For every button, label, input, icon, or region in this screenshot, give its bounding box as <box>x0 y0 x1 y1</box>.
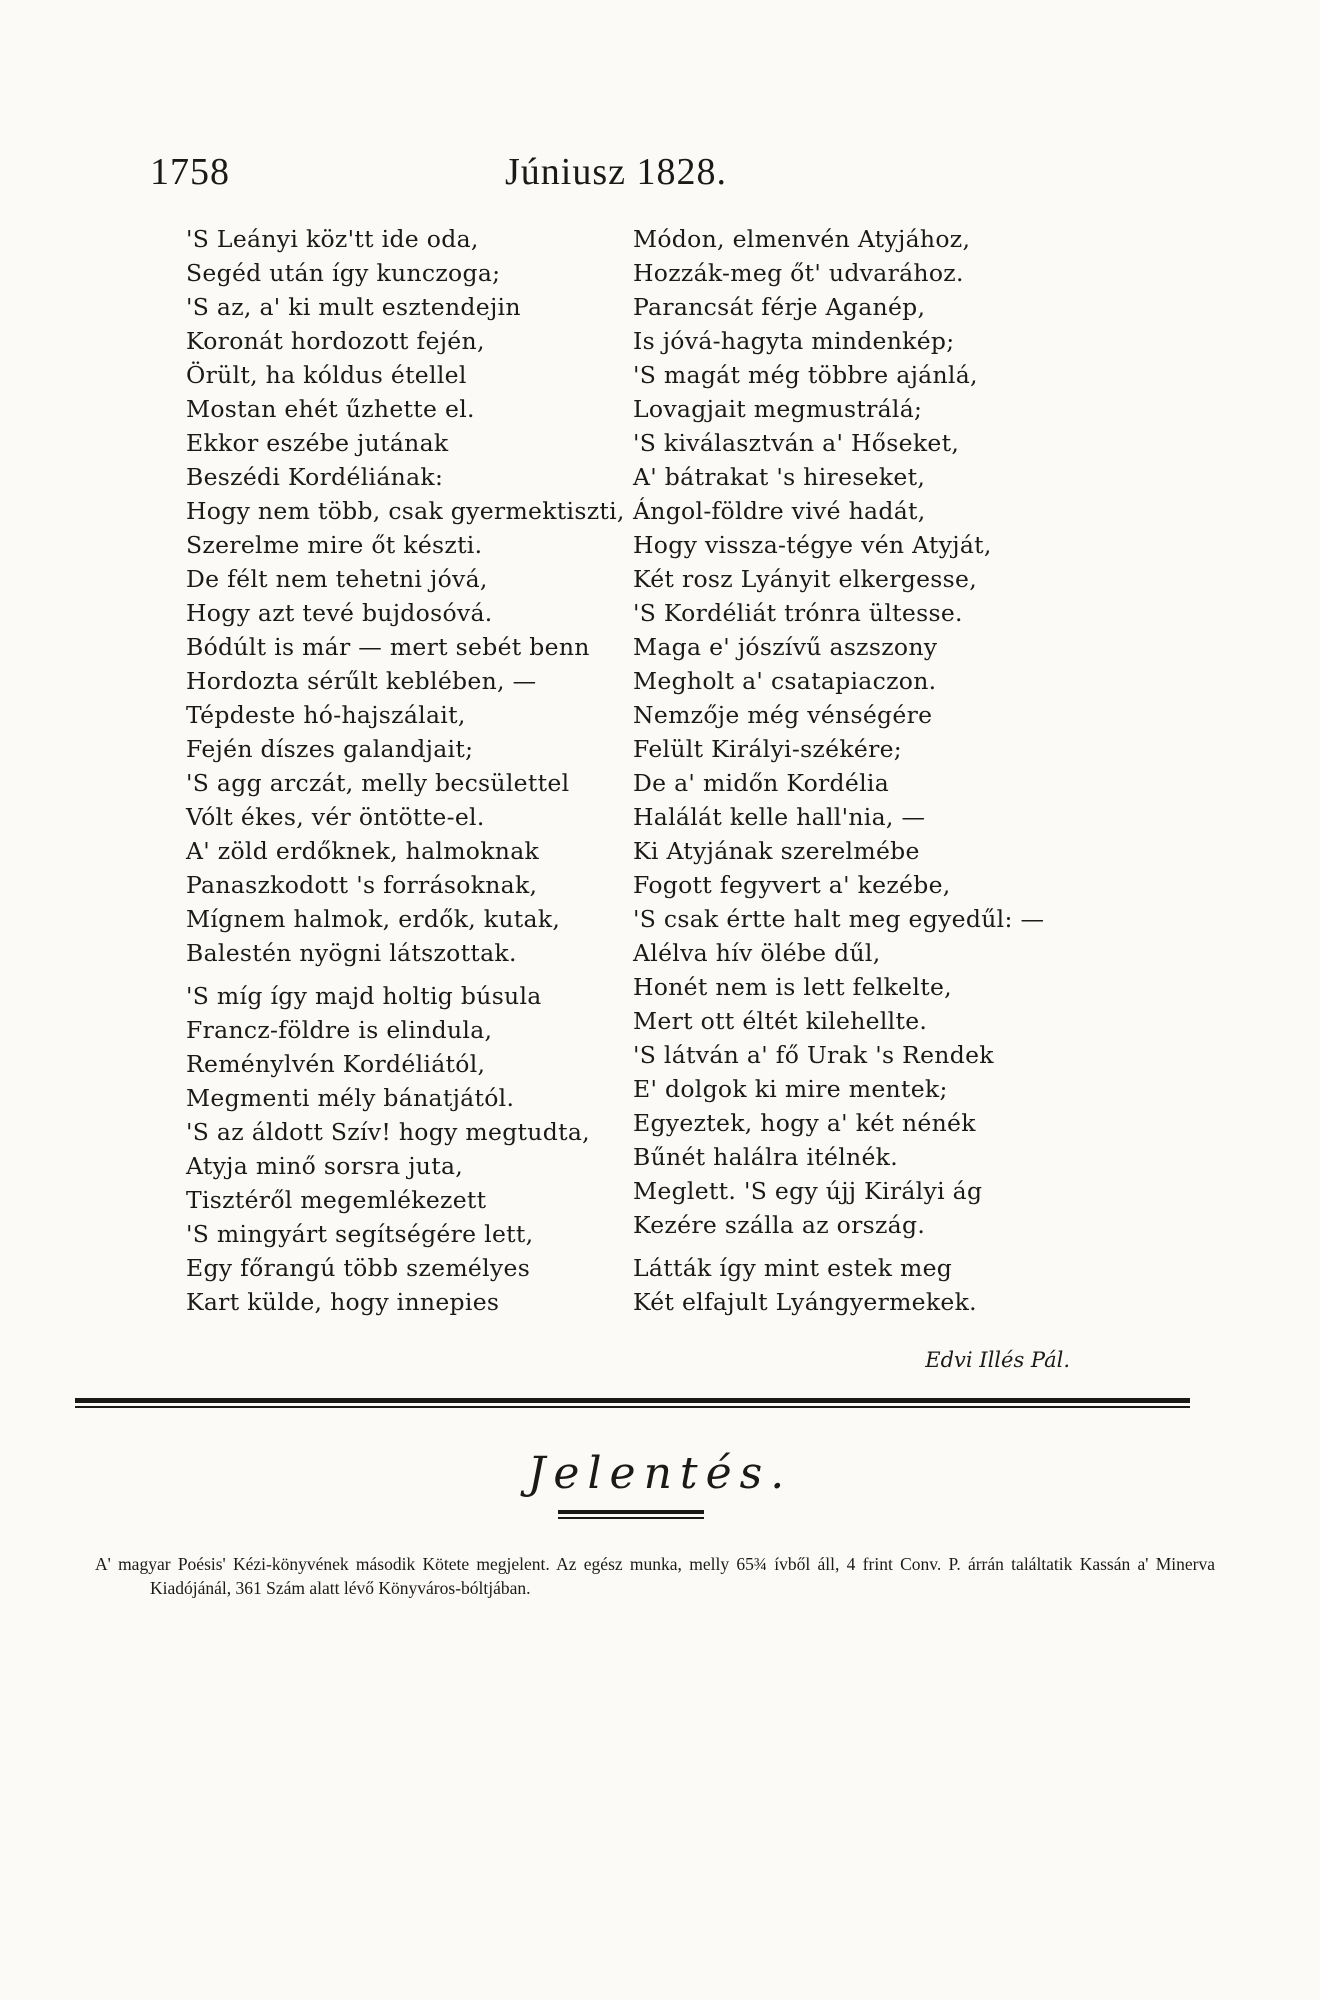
divider-thick-rule <box>75 1398 1190 1403</box>
poem-line: Koronát hordozott fején, <box>186 327 485 355</box>
poem-line: Balestén nyögni látszottak. <box>186 939 517 967</box>
poem-line: Ekkor eszébe jutának <box>186 429 449 457</box>
poem-line: Segéd után így kunczoga; <box>186 259 501 287</box>
poem-line: Hogy nem több, csak gyermektiszti, <box>186 497 625 525</box>
poem-line: Alélva hív ölébe dűl, <box>633 939 881 967</box>
poem-line: Parancsát férje Aganép, <box>633 293 926 321</box>
poem-line: 'S Leányi köz'tt ide oda, <box>186 225 479 253</box>
poem-signature: Edvi Illés Pál. <box>925 1348 1070 1372</box>
poem-stanza <box>633 222 1193 1242</box>
section-divider <box>75 1398 1190 1408</box>
announcement-paragraph: A' magyar Poésis' Kézi-könyvének második Kötete megjelent. Az egész munka, melly 65¾ ívből áll, 4 frint Conv. P. árrán találtatik Kassán a' Minerva Kiadójánál, 361 Szám alatt lévő Könyváros-bóltjában. <box>95 1554 1215 1598</box>
page-header <box>0 150 1320 200</box>
poem-line: 'S míg így majd holtig búsula <box>186 982 542 1010</box>
poem-line: Látták így mint estek meg <box>633 1254 953 1282</box>
poem-line: E' dolgok ki mire mentek; <box>633 1075 948 1103</box>
poem-line: Kezére szálla az ország. <box>633 1211 926 1239</box>
poem-line: De a' midőn Kordélia <box>633 769 890 797</box>
poem-line: Mert ott éltét kilehellte. <box>633 1007 928 1035</box>
poem-line: 'S látván a' fő Urak 's Rendek <box>633 1041 994 1069</box>
poem-line: Megholt a' csatapiaczon. <box>633 667 937 695</box>
poem-line: Örült, ha kóldus étellel <box>186 361 467 389</box>
poem-line: 'S Kordéliát trónra ültesse. <box>633 599 963 627</box>
poem-line: Felült Királyi-székére; <box>633 735 903 763</box>
poem-line: Reménylvén Kordéliától, <box>186 1050 486 1078</box>
poem-line: Panaszkodott 's forrásoknak, <box>186 871 538 899</box>
poem-line: Meglett. 'S egy újj Királyi ág <box>633 1177 983 1205</box>
poem-line: Ángol-földre vivé hadát, <box>633 497 926 525</box>
title-underline <box>558 1510 704 1519</box>
poem-line: Mígnem halmok, erdők, kutak, <box>186 905 561 933</box>
page-number: 1758 <box>150 151 230 193</box>
poem-line: Megmenti mély bánatjától. <box>186 1084 515 1112</box>
poem-line: Hogy azt tevé bujdosóvá. <box>186 599 493 627</box>
running-title: Júniusz 1828. <box>505 151 727 193</box>
poem-line: Kart külde, hogy innepies <box>186 1288 500 1316</box>
poem-line: De félt nem tehetni jóvá, <box>186 565 488 593</box>
poem-line: 'S kiválasztván a' Hőseket, <box>633 429 960 457</box>
poem-line: 'S agg arczát, melly becsülettel <box>186 769 570 797</box>
poem-line: Tisztéről megemlékezett <box>186 1186 487 1214</box>
poem-line: Ki Atyjának szerelmébe <box>633 837 920 865</box>
poem-line: Is jóvá-hagyta mindenkép; <box>633 327 955 355</box>
poem-line: Hordozta sérűlt keblében, — <box>186 667 537 695</box>
poem-line: Hozzák-meg őt' udvarához. <box>633 259 964 287</box>
poem-line: Bódúlt is már — mert sebét benn <box>186 633 590 661</box>
poem-line: A' zöld erdőknek, halmoknak <box>186 837 540 865</box>
poem-line: Egyeztek, hogy a' két nénék <box>633 1109 976 1137</box>
poem-line: Lovagjait megmustrálá; <box>633 395 923 423</box>
poem-line: A' bátrakat 's hireseket, <box>633 463 926 491</box>
poem-line: Mostan ehét űzhette el. <box>186 395 475 423</box>
poem-stanza <box>633 1251 1193 1319</box>
poem-line: Bűnét halálra itélnék. <box>633 1143 898 1171</box>
section-title: Jelentés. <box>527 1448 793 1499</box>
poem-line: Fején díszes galandjait; <box>186 735 474 763</box>
poem-line: 'S magát még többre ajánlá, <box>633 361 978 389</box>
poem-line: Francz-földre is elindula, <box>186 1016 493 1044</box>
divider-thin-rule <box>75 1406 1190 1408</box>
poem-line: Vólt ékes, vér öntötte-el. <box>186 803 485 831</box>
poem-line: Atyja minő sorsra juta, <box>186 1152 464 1180</box>
poem-line: Fogott fegyvert a' kezébe, <box>633 871 951 899</box>
poem-right-column <box>633 222 1193 1328</box>
poem-line: Hogy vissza-tégye vén Atyját, <box>633 531 992 559</box>
poem-line: 'S csak értte halt meg egyedűl: — <box>633 905 1045 933</box>
poem-line: Egy főrangú több személyes <box>186 1254 531 1282</box>
poem-line: Honét nem is lett felkelte, <box>633 973 952 1001</box>
poem-line: Szerelme mire őt készti. <box>186 531 483 559</box>
announcement-text <box>95 1552 1215 1600</box>
poem-line: Beszédi Kordéliának: <box>186 463 444 491</box>
poem-line: 'S mingyárt segítségére lett, <box>186 1220 534 1248</box>
poem-line: Két rosz Lyányit elkergesse, <box>633 565 978 593</box>
poem-line: Módon, elmenvén Atyjához, <box>633 225 971 253</box>
poem-line: Maga e' jószívű aszszony <box>633 633 938 661</box>
poem-line: Tépdeste hó-hajszálait, <box>186 701 466 729</box>
poem-line: Nemzője még vénségére <box>633 701 933 729</box>
poem-line: 'S az áldott Szív! hogy megtudta, <box>186 1118 590 1146</box>
poem-line: Két elfajult Lyángyermekek. <box>633 1288 977 1316</box>
poem-line: Halálát kelle hall'nia, — <box>633 803 926 831</box>
poem-line: 'S az, a' ki mult esztendejin <box>186 293 521 321</box>
